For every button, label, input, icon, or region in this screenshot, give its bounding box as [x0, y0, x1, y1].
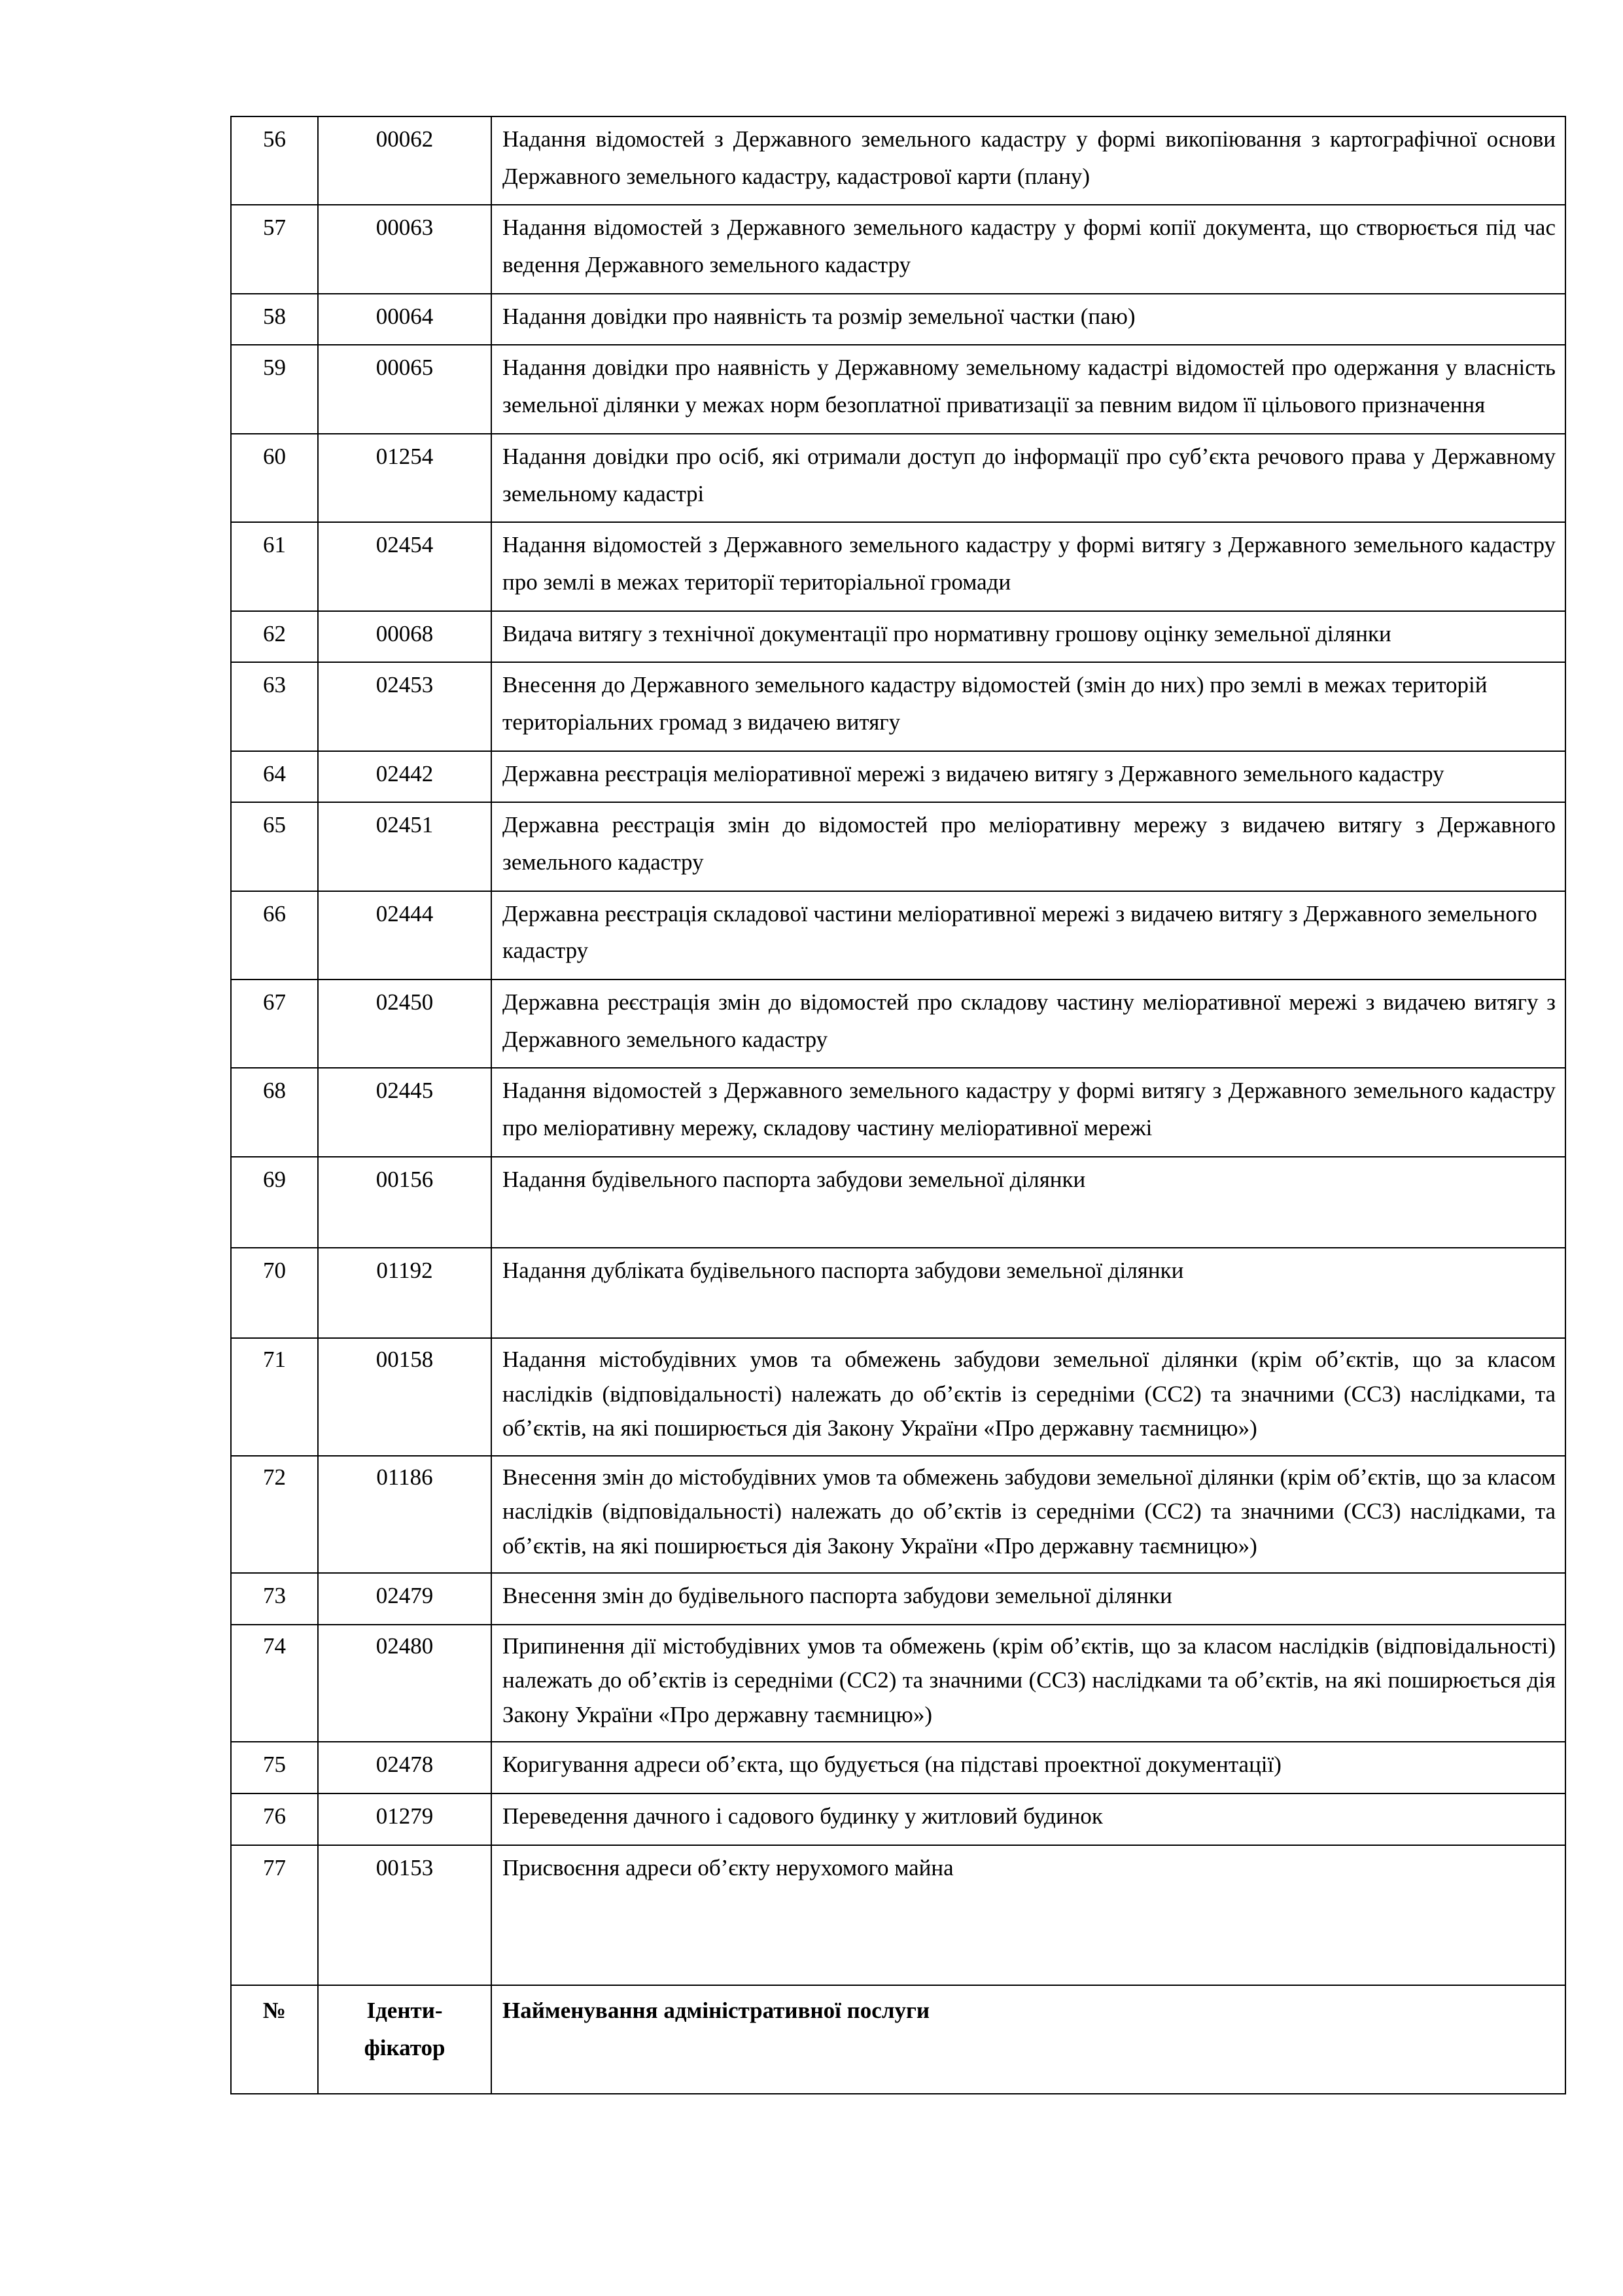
row-identifier: 02445	[318, 1068, 491, 1156]
row-service-name: Надання відомостей з Державного земельного кадастру у формі викопіювання з картографічної основи Державного земельного кадастру, кадастрової карти (плану)	[491, 116, 1565, 205]
row-number: 77	[231, 1845, 318, 1986]
row-identifier: 01186	[318, 1456, 491, 1574]
row-identifier: 02444	[318, 891, 491, 980]
table-row	[231, 751, 1565, 803]
row-identifier: 01254	[318, 434, 491, 522]
row-identifier: 02479	[318, 1573, 491, 1625]
row-number: 66	[231, 891, 318, 980]
row-number: 58	[231, 294, 318, 345]
row-service-name: Державна реєстрація складової частини меліоративної мережі з видачею витягу з Державного земельного кадастру	[491, 891, 1565, 980]
row-identifier: 01279	[318, 1793, 491, 1845]
row-service-name: Надання містобудівних умов та обмежень забудови земельної ділянки (крім об’єктів, що за класом наслідків (відповідальності) належать до об’єктів із середніми (СС2) та значними (СС3) наслідками, та об’єктів, на які поширюється дія Закону України «Про державну таємницю»)	[491, 1338, 1565, 1456]
column-header-identifier-line1: Іденти-	[366, 1998, 443, 2024]
row-identifier: 00068	[318, 611, 491, 663]
table-row	[231, 980, 1565, 1068]
row-number: 63	[231, 662, 318, 751]
table-row	[231, 802, 1565, 891]
row-identifier: 02451	[318, 802, 491, 891]
row-service-name: Надання довідки про наявність та розмір земельної частки (паю)	[491, 294, 1565, 345]
row-identifier: 00153	[318, 1845, 491, 1986]
row-number: 61	[231, 522, 318, 610]
row-number: 67	[231, 980, 318, 1068]
column-header-identifier-line2: фікатор	[364, 2035, 445, 2061]
table-row	[231, 1793, 1565, 1845]
table-row	[231, 891, 1565, 980]
row-number: 57	[231, 205, 318, 293]
row-service-name: Надання будівельного паспорта забудови земельної ділянки	[491, 1157, 1565, 1248]
table-row	[231, 1742, 1565, 1793]
row-service-name: Присвоєння адреси об’єкту нерухомого майна	[491, 1845, 1565, 1986]
table-body	[231, 116, 1565, 2094]
row-service-name: Державна реєстрація змін до відомостей про складову частину меліоративної мережі з видачею витягу з Державного земельного кадастру	[491, 980, 1565, 1068]
table-column-header-row	[231, 1985, 1565, 2093]
table-row	[231, 522, 1565, 610]
row-service-name: Коригування адреси об’єкта, що будується (на підставі проектної документації)	[491, 1742, 1565, 1793]
table-row	[231, 116, 1565, 205]
table-row	[231, 1456, 1565, 1574]
row-service-name: Переведення дачного і садового будинку у житловий будинок	[491, 1793, 1565, 1845]
table-row	[231, 1248, 1565, 1339]
row-number: 74	[231, 1625, 318, 1742]
row-identifier: 02454	[318, 522, 491, 610]
row-number: 60	[231, 434, 318, 522]
table-row	[231, 1338, 1565, 1456]
row-number: 70	[231, 1248, 318, 1339]
row-identifier: 02450	[318, 980, 491, 1068]
row-identifier: 02480	[318, 1625, 491, 1742]
row-number: 59	[231, 345, 318, 433]
row-number: 73	[231, 1573, 318, 1625]
row-service-name: Надання відомостей з Державного земельного кадастру у формі витягу з Державного земельного кадастру про землі в межах території територіальної громади	[491, 522, 1565, 610]
column-header-service-name: Найменування адміністративної послуги	[491, 1985, 1565, 2093]
row-number: 64	[231, 751, 318, 803]
row-service-name: Надання відомостей з Державного земельного кадастру у формі витягу з Державного земельного кадастру про меліоративну мережу, складову частину меліоративної мережі	[491, 1068, 1565, 1156]
row-number: 69	[231, 1157, 318, 1248]
row-number: 71	[231, 1338, 318, 1456]
row-service-name: Надання дубліката будівельного паспорта забудови земельної ділянки	[491, 1248, 1565, 1339]
table-row	[231, 662, 1565, 751]
row-number: 56	[231, 116, 318, 205]
row-identifier: 02442	[318, 751, 491, 803]
row-service-name: Видача витягу з технічної документації про нормативну грошову оцінку земельної ділянки	[491, 611, 1565, 663]
row-number: 76	[231, 1793, 318, 1845]
row-identifier: 02453	[318, 662, 491, 751]
row-service-name: Внесення до Державного земельного кадастру відомостей (змін до них) про землі в межах територій територіальних громад з видачею витягу	[491, 662, 1565, 751]
row-identifier: 00065	[318, 345, 491, 433]
table-row	[231, 1573, 1565, 1625]
row-service-name: Внесення змін до будівельного паспорта забудови земельної ділянки	[491, 1573, 1565, 1625]
row-identifier: 00156	[318, 1157, 491, 1248]
row-identifier: 00063	[318, 205, 491, 293]
table-row	[231, 294, 1565, 345]
column-header-number: №	[231, 1985, 318, 2093]
column-header-identifier	[318, 1985, 491, 2093]
table-row	[231, 1625, 1565, 1742]
table-row	[231, 1068, 1565, 1156]
row-service-name: Внесення змін до містобудівних умов та обмежень забудови земельної ділянки (крім об’єктів, що за класом наслідків (відповідальності) належать до об’єктів із середніми (СС2) та значними (СС3) наслідками, та об’єктів, на які поширюється дія Закону України «Про державну таємницю»)	[491, 1456, 1565, 1574]
row-number: 68	[231, 1068, 318, 1156]
table-row	[231, 205, 1565, 293]
row-identifier: 01192	[318, 1248, 491, 1339]
row-identifier: 02478	[318, 1742, 491, 1793]
row-identifier: 00064	[318, 294, 491, 345]
row-service-name: Надання довідки про осіб, які отримали доступ до інформації про суб’єкта речового права у Державному земельному кадастрі	[491, 434, 1565, 522]
table-row	[231, 611, 1565, 663]
row-number: 62	[231, 611, 318, 663]
row-service-name: Державна реєстрація змін до відомостей про меліоративну мережу з видачею витягу з Державного земельного кадастру	[491, 802, 1565, 891]
row-number: 65	[231, 802, 318, 891]
table-row	[231, 1157, 1565, 1248]
row-service-name: Припинення дії містобудівних умов та обмежень (крім об’єктів, що за класом наслідків (відповідальності) належать до об’єктів із середніми (СС2) та значними (СС3) наслідками та об’єктів, на які поширюється дія Закону України «Про державну таємницю»)	[491, 1625, 1565, 1742]
row-service-name: Державна реєстрація меліоративної мережі з видачею витягу з Державного земельного кадастру	[491, 751, 1565, 803]
row-identifier: 00062	[318, 116, 491, 205]
row-identifier: 00158	[318, 1338, 491, 1456]
row-service-name: Надання довідки про наявність у Державному земельному кадастрі відомостей про одержання у власність земельної ділянки у межах норм безоплатної приватизації за певним видом її цільового призначення	[491, 345, 1565, 433]
row-number: 75	[231, 1742, 318, 1793]
table-row	[231, 345, 1565, 433]
administrative-services-table	[230, 116, 1566, 2094]
table-row	[231, 434, 1565, 522]
row-number: 72	[231, 1456, 318, 1574]
row-service-name: Надання відомостей з Державного земельного кадастру у формі копії документа, що створюється під час ведення Державного земельного кадастру	[491, 205, 1565, 293]
table-row	[231, 1845, 1565, 1986]
